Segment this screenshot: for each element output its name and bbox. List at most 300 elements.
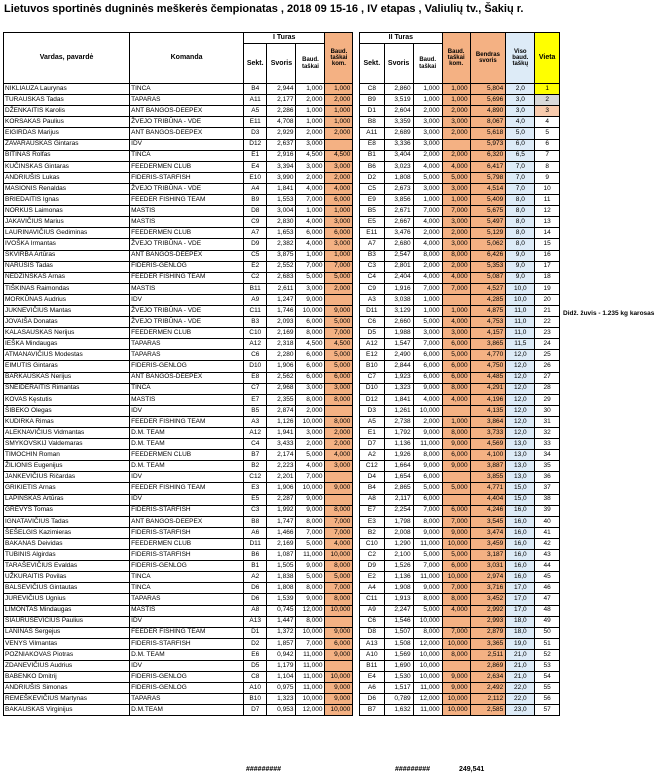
cell-r2-points: 2,000 [413, 150, 442, 161]
cell-total-points: 16,0 [506, 527, 535, 538]
cell-place: 25 [535, 350, 560, 361]
cell-r1-sect: C6 [244, 350, 267, 361]
cell-r1-sect: E5 [244, 494, 267, 505]
cell-total-weight: 4,750 [470, 361, 506, 372]
cell-r1-weight: 2,177 [267, 95, 296, 106]
cell-total-weight: 2,511 [470, 649, 506, 660]
cell-r1-penalty: 3,000 [325, 217, 353, 228]
cell-place: 52 [535, 649, 560, 660]
cell-team: IDV [130, 405, 244, 416]
cell-gap [353, 516, 360, 527]
cell-name: TIŠKINAS Raimondas [4, 283, 130, 294]
cell-r1-weight: 1,747 [267, 516, 296, 527]
cell-team: TINCA [130, 150, 244, 161]
cell-r1-weight: 2,318 [267, 339, 296, 350]
cell-r1-weight: 2,355 [267, 394, 296, 405]
cell-r2-penalty [442, 472, 470, 483]
header-r1-sect: Sekt. [244, 44, 267, 84]
cell-r1-points: 4,500 [296, 339, 325, 350]
cell-name: EIGIRDAS Marijus [4, 128, 130, 139]
cell-r1-weight: 1,539 [267, 594, 296, 605]
cell-total-weight: 3,855 [470, 472, 506, 483]
cell-r1-weight: 1,653 [267, 228, 296, 239]
cell-r1-points: 3,000 [296, 283, 325, 294]
cell-r1-weight: 2,874 [267, 405, 296, 416]
cell-r2-penalty: 9,000 [442, 439, 470, 450]
cell-r1-penalty: 10,000 [325, 550, 353, 561]
cell-r2-points: 9,000 [413, 383, 442, 394]
table-row [4, 239, 560, 250]
cell-name: ALEKNAVIČIUS Vidmantas [4, 428, 130, 439]
cell-name: ATMANAVIČIUS Modestas [4, 350, 130, 361]
cell-name: KORSAKAS Paulius [4, 117, 130, 128]
cell-gap [353, 428, 360, 439]
cell-total-points: 13,0 [506, 439, 535, 450]
cell-r2-weight: 2,490 [384, 350, 413, 361]
cell-r2-points: 7,000 [413, 339, 442, 350]
cell-r2-penalty: 7,000 [442, 583, 470, 594]
cell-r2-points: 11,000 [413, 572, 442, 583]
cell-r2-points: 10,000 [413, 672, 442, 683]
table-row [4, 461, 560, 472]
table-row [4, 328, 560, 339]
cell-r2-points: 10,000 [413, 616, 442, 627]
table-row [4, 394, 560, 405]
cell-r2-weight: 1,988 [384, 328, 413, 339]
cell-total-weight: 3,716 [470, 583, 506, 594]
cell-r1-points: 2,000 [296, 95, 325, 106]
cell-total-weight: 2,992 [470, 605, 506, 616]
table-row [4, 705, 560, 716]
cell-gap [353, 128, 360, 139]
cell-r2-weight: 1,526 [384, 561, 413, 572]
table-row [4, 206, 560, 217]
cell-r2-sect: E12 [360, 350, 385, 361]
cell-gap [353, 605, 360, 616]
cell-r1-penalty: 9,000 [325, 483, 353, 494]
cell-r2-penalty: 10,000 [442, 538, 470, 549]
cell-r2-sect: A3 [360, 294, 385, 305]
cell-total-weight: 4,404 [470, 494, 506, 505]
cell-gap [353, 550, 360, 561]
cell-r2-weight: 2,117 [384, 494, 413, 505]
cell-team: TINCA [130, 583, 244, 594]
cell-r2-weight: 1,261 [384, 405, 413, 416]
cell-r1-points: 3,000 [296, 161, 325, 172]
cell-total-weight: 5,087 [470, 272, 506, 283]
cell-total-points: 5,0 [506, 128, 535, 139]
cell-r1-penalty [325, 472, 353, 483]
table-row [4, 561, 560, 572]
cell-r2-penalty [442, 139, 470, 150]
cell-r1-sect: C3 [244, 505, 267, 516]
cell-total-points: 12,0 [506, 350, 535, 361]
cell-r2-weight: 0,789 [384, 694, 413, 705]
cell-team: TINCA [130, 84, 244, 95]
cell-r1-sect: E1 [244, 150, 267, 161]
cell-total-weight: 3,864 [470, 416, 506, 427]
cell-name: NIKLIAUZA Laurynas [4, 84, 130, 95]
cell-total-points: 17,0 [506, 583, 535, 594]
cell-gap [353, 527, 360, 538]
cell-r2-weight: 1,136 [384, 572, 413, 583]
cell-team: IDV [130, 660, 244, 671]
cell-r2-weight: 2,604 [384, 106, 413, 117]
cell-r2-weight: 1,913 [384, 594, 413, 605]
cell-r2-penalty: 5,000 [442, 483, 470, 494]
cell-r1-points: 1,000 [296, 250, 325, 261]
cell-r1-points: 7,000 [296, 195, 325, 206]
cell-r2-penalty: 6,000 [442, 505, 470, 516]
cell-total-weight: 3,887 [470, 461, 506, 472]
cell-r1-sect: A4 [244, 183, 267, 194]
cell-r2-penalty: 4,000 [442, 317, 470, 328]
cell-place: 33 [535, 439, 560, 450]
cell-r1-weight: 1,466 [267, 527, 296, 538]
cell-team: FEEDERMEN CLUB [130, 161, 244, 172]
cell-total-weight: 4,196 [470, 394, 506, 405]
cell-r1-weight: 1,553 [267, 195, 296, 206]
cell-r1-penalty: 2,000 [325, 128, 353, 139]
cell-r2-points: 3,000 [413, 139, 442, 150]
cell-r2-weight: 3,856 [384, 195, 413, 206]
table-row [4, 649, 560, 660]
header-total-points: Viso baud. taškų [506, 33, 535, 84]
cell-r1-sect: B1 [244, 561, 267, 572]
table-row [4, 494, 560, 505]
cell-gap [353, 195, 360, 206]
cell-r1-weight: 2,562 [267, 372, 296, 383]
cell-r1-points: 1,000 [296, 84, 325, 95]
cell-r1-points: 9,000 [296, 294, 325, 305]
cell-r1-penalty: 5,000 [325, 317, 353, 328]
cell-r1-weight: 3,394 [267, 161, 296, 172]
cell-total-weight: 5,409 [470, 195, 506, 206]
cell-r2-points: 3,000 [413, 128, 442, 139]
cell-total-points: 4,0 [506, 117, 535, 128]
cell-r1-sect: E7 [244, 394, 267, 405]
cell-r1-points: 10,000 [296, 483, 325, 494]
cell-r1-weight: 2,929 [267, 128, 296, 139]
cell-gap [353, 139, 360, 150]
cell-name: TUBINIS Algirdas [4, 550, 130, 561]
cell-r1-weight: 1,104 [267, 672, 296, 683]
cell-r1-sect: E2 [244, 261, 267, 272]
cell-total-weight: 6,320 [470, 150, 506, 161]
cell-r1-points: 10,000 [296, 694, 325, 705]
cell-r2-penalty: 3,000 [442, 239, 470, 250]
cell-r1-penalty: 5,000 [325, 361, 353, 372]
cell-team: D.M.TEAM [130, 705, 244, 716]
cell-gap [353, 472, 360, 483]
cell-r2-penalty: 6,000 [442, 372, 470, 383]
cell-r1-weight: 2,286 [267, 106, 296, 117]
cell-name: ŽILIONIS Eugenijus [4, 461, 130, 472]
cell-name: ANDRIUŠIS Simonas [4, 683, 130, 694]
cell-r1-penalty: 3,000 [325, 461, 353, 472]
cell-r1-weight: 1,247 [267, 294, 296, 305]
cell-r2-points: 11,000 [413, 538, 442, 549]
cell-place: 56 [535, 694, 560, 705]
cell-team: MASTIS [130, 394, 244, 405]
cell-r2-points: 5,000 [413, 172, 442, 183]
cell-r2-points: 12,000 [413, 694, 442, 705]
cell-place: 26 [535, 361, 560, 372]
cell-total-points: 8,0 [506, 195, 535, 206]
cell-gap [353, 416, 360, 427]
cell-r2-points: 2,000 [413, 106, 442, 117]
cell-r1-penalty: 8,000 [325, 594, 353, 605]
cell-total-points: 17,0 [506, 605, 535, 616]
cell-total-points: 12,0 [506, 394, 535, 405]
cell-r1-sect: C7 [244, 383, 267, 394]
cell-total-points: 6,0 [506, 139, 535, 150]
cell-r2-sect: A12 [360, 339, 385, 350]
cell-team: ANT BANGOS-DEEPEX [130, 372, 244, 383]
cell-r1-sect: A12 [244, 339, 267, 350]
cell-r2-weight: 1,916 [384, 283, 413, 294]
header-r2-sect: Sekt. [360, 44, 385, 84]
cell-total-points: 12,0 [506, 372, 535, 383]
cell-r1-sect: D7 [244, 705, 267, 716]
cell-r2-sect: B11 [360, 660, 385, 671]
cell-r1-penalty: 6,000 [325, 638, 353, 649]
cell-r2-sect: B5 [360, 206, 385, 217]
cell-r1-points: 1,000 [296, 106, 325, 117]
cell-r2-weight: 1,323 [384, 383, 413, 394]
table-row [4, 339, 560, 350]
cell-place: 51 [535, 638, 560, 649]
table-row [4, 372, 560, 383]
table-row [4, 516, 560, 527]
table-row [4, 183, 560, 194]
cell-r2-points: 8,000 [413, 250, 442, 261]
cell-r2-sect: E8 [360, 139, 385, 150]
cell-place: 32 [535, 428, 560, 439]
cell-name: IEŠKA Mindaugas [4, 339, 130, 350]
cell-place: 15 [535, 239, 560, 250]
header-place: Vieta [535, 33, 560, 84]
table-row [4, 228, 560, 239]
cell-total-weight: 5,804 [470, 84, 506, 95]
cell-place: 21 [535, 305, 560, 316]
cell-place: 43 [535, 550, 560, 561]
cell-team: ŽVEJO TRIBŪNA - VDE [130, 317, 244, 328]
cell-r2-points: 12,000 [413, 638, 442, 649]
cell-r2-penalty: 1,000 [442, 416, 470, 427]
cell-team: FIDERIS-STARFISH [130, 527, 244, 538]
cell-r1-sect: C12 [244, 472, 267, 483]
cell-team: MASTIS [130, 217, 244, 228]
header-r1-points: Baud. taškai [296, 44, 325, 84]
cell-r1-penalty: 7,000 [325, 516, 353, 527]
cell-r1-penalty [325, 494, 353, 505]
cell-r2-sect: D5 [360, 328, 385, 339]
cell-r1-points: 8,000 [296, 328, 325, 339]
cell-total-points: 16,0 [506, 572, 535, 583]
cell-place: 7 [535, 150, 560, 161]
cell-r2-weight: 1,664 [384, 461, 413, 472]
cell-gap [353, 616, 360, 627]
cell-r1-sect: C4 [244, 439, 267, 450]
cell-r2-penalty: 4,000 [442, 394, 470, 405]
cell-total-points: 13,0 [506, 450, 535, 461]
cell-team: TINCA [130, 383, 244, 394]
cell-place: 24 [535, 339, 560, 350]
cell-r1-points: 11,000 [296, 672, 325, 683]
cell-r2-sect: C2 [360, 550, 385, 561]
cell-r2-points: 6,000 [413, 494, 442, 505]
table-row [4, 660, 560, 671]
cell-r1-weight: 0,975 [267, 683, 296, 694]
cell-r1-weight: 1,126 [267, 416, 296, 427]
cell-total-weight: 4,100 [470, 450, 506, 461]
cell-r1-penalty: 5,000 [325, 350, 353, 361]
cell-total-weight: 5,497 [470, 217, 506, 228]
cell-r1-penalty [325, 405, 353, 416]
cell-r2-weight: 3,336 [384, 139, 413, 150]
cell-name: IGNATAVIČIUS Tadas [4, 516, 130, 527]
cell-total-points: 2,0 [506, 84, 535, 95]
cell-r1-points: 12,000 [296, 705, 325, 716]
cell-r1-sect: C2 [244, 272, 267, 283]
cell-r1-sect: C5 [244, 250, 267, 261]
cell-r1-points: 8,000 [296, 616, 325, 627]
cell-total-points: 12,0 [506, 383, 535, 394]
cell-r1-weight: 1,941 [267, 428, 296, 439]
cell-r1-sect: A8 [244, 605, 267, 616]
cell-r2-sect: D10 [360, 383, 385, 394]
cell-total-points: 8,0 [506, 228, 535, 239]
cell-total-weight: 4,527 [470, 283, 506, 294]
cell-team: FIDERIS-GENLOG [130, 361, 244, 372]
cell-r2-weight: 2,667 [384, 217, 413, 228]
cell-place: 38 [535, 494, 560, 505]
cell-total-weight: 2,879 [470, 627, 506, 638]
cell-r1-weight: 1,808 [267, 583, 296, 594]
cell-gap [353, 172, 360, 183]
cell-r1-penalty: 9,000 [325, 627, 353, 638]
cell-r2-weight: 1,926 [384, 450, 413, 461]
cell-name: UŽKURAITIS Povilas [4, 572, 130, 583]
cell-place: 50 [535, 627, 560, 638]
cell-total-points: 11,0 [506, 305, 535, 316]
cell-team: FIDERIS-STARFISH [130, 505, 244, 516]
cell-name: JANKEVIČIUS Ričardas [4, 472, 130, 483]
table-row [4, 483, 560, 494]
cell-team: D.M. TEAM [130, 439, 244, 450]
cell-r2-sect: C9 [360, 283, 385, 294]
cell-r2-points: 8,000 [413, 516, 442, 527]
table-row [4, 317, 560, 328]
cell-r1-weight: 1,838 [267, 572, 296, 583]
cell-gap [353, 494, 360, 505]
cell-name: TARAŠEVIČIUS Evaldas [4, 561, 130, 572]
cell-r1-penalty: 9,000 [325, 694, 353, 705]
cell-r2-points: 1,000 [413, 294, 442, 305]
cell-total-weight: 8,067 [470, 117, 506, 128]
cell-team: IDV [130, 139, 244, 150]
cell-r1-points: 8,000 [296, 394, 325, 405]
cell-r1-points: 5,000 [296, 450, 325, 461]
cell-r2-sect: C8 [360, 84, 385, 95]
cell-r1-sect: D1 [244, 627, 267, 638]
cell-r2-points: 6,000 [413, 472, 442, 483]
cell-r1-sect: E4 [244, 161, 267, 172]
cell-total-weight: 6,417 [470, 161, 506, 172]
cell-r2-points: 3,000 [413, 183, 442, 194]
cell-r2-weight: 2,844 [384, 361, 413, 372]
cell-name: ŠIBEKO Olegas [4, 405, 130, 416]
cell-gap [353, 250, 360, 261]
cell-team: ANT BANGOS-DEEPEX [130, 516, 244, 527]
cell-total-points: 11,0 [506, 328, 535, 339]
table-row [4, 428, 560, 439]
cell-team: MASTIS [130, 206, 244, 217]
table-row [4, 283, 560, 294]
header-name: Vardas, pavardė [4, 33, 130, 84]
cell-total-weight: 5,618 [470, 128, 506, 139]
cell-team: IDV [130, 616, 244, 627]
cell-r2-penalty: 7,000 [442, 206, 470, 217]
cell-team: TAPARAS [130, 95, 244, 106]
cell-total-weight: 2,974 [470, 572, 506, 583]
cell-place: 28 [535, 383, 560, 394]
cell-r2-points: 9,000 [413, 428, 442, 439]
cell-place: 46 [535, 583, 560, 594]
cell-r2-weight: 2,247 [384, 605, 413, 616]
cell-r1-sect: C9 [244, 217, 267, 228]
header-r1-weight: Svoris [267, 44, 296, 84]
cell-name: EIMUTIS Gintaras [4, 361, 130, 372]
cell-r1-penalty: 8,000 [325, 505, 353, 516]
cell-r1-penalty: 4,500 [325, 339, 353, 350]
cell-total-points: 8,0 [506, 239, 535, 250]
cell-r1-penalty: 4,000 [325, 450, 353, 461]
cell-team: MASTIS [130, 605, 244, 616]
cell-place: 48 [535, 605, 560, 616]
cell-team: FIDERIS-GENLOG [130, 261, 244, 272]
table-row [4, 161, 560, 172]
cell-r1-points: 5,000 [296, 272, 325, 283]
cell-r1-weight: 2,552 [267, 261, 296, 272]
cell-r2-weight: 2,547 [384, 250, 413, 261]
table-row [4, 583, 560, 594]
cell-r1-penalty: 3,000 [325, 239, 353, 250]
cell-r2-penalty: 8,000 [442, 383, 470, 394]
cell-name: NEDZINSKAS Arnas [4, 272, 130, 283]
cell-team: FEEDER FISHING TEAM [130, 627, 244, 638]
cell-r1-points: 7,000 [296, 261, 325, 272]
cell-r2-weight: 2,100 [384, 550, 413, 561]
cell-total-weight: 4,770 [470, 350, 506, 361]
cell-r1-points: 4,000 [296, 461, 325, 472]
cell-total-weight: 4,569 [470, 439, 506, 450]
cell-r1-weight: 2,223 [267, 461, 296, 472]
cell-team: TAPARAS [130, 350, 244, 361]
cell-r2-sect: B2 [360, 527, 385, 538]
cell-name: ZDANEVIČIUS Audrius [4, 660, 130, 671]
cell-r2-weight: 2,860 [384, 84, 413, 95]
cell-r1-sect: D10 [244, 361, 267, 372]
cell-r2-sect: C12 [360, 461, 385, 472]
cell-r2-sect: E5 [360, 217, 385, 228]
cell-r2-sect: C4 [360, 272, 385, 283]
cell-r1-sect: A6 [244, 527, 267, 538]
cell-r2-weight: 1,923 [384, 372, 413, 383]
cell-r2-points: 9,000 [413, 527, 442, 538]
cell-name: SIAURUSEVIČIUS Paulius [4, 616, 130, 627]
